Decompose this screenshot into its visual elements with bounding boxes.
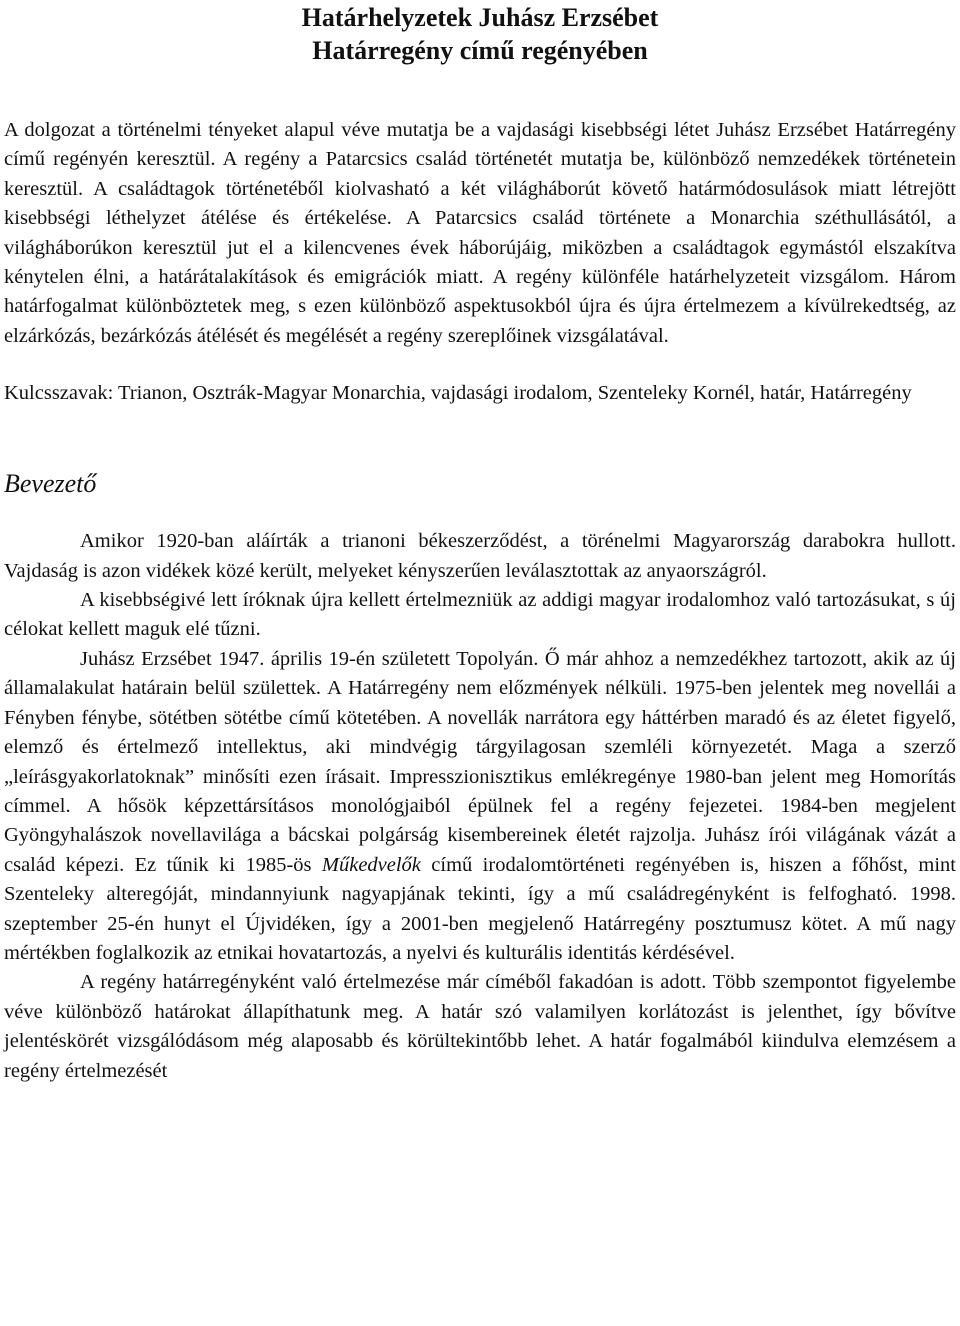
body-paragraph-1: Amikor 1920-ban aláírták a trianoni békeszerződést, a törénelmi Magyarország darabokra hullott. Vajdaság is azon vidékek közé került, melyeket kényszerűen leválasztottak az anyaországról. [4,530,956,582]
document-page [4,0,956,1086]
section-body [4,527,956,1086]
body-paragraph-3-part-2: című irodalomtörténeti regényében is, hiszen a főhőst, mint Szenteleky alteregóját, mindannyiunk nagyapjának tekinti, így a mű családregényként is felfogható. 1998. szeptember 25-én hunyt el Újvidéken, így a 2001-ben megjelenő Határregény posztumusz kötet. A mű nagy mértékben foglalkozik az etnikai hovatartozás, a nyelvi és kulturális identitás kérdésével. [4,853,956,964]
abstract: A dolgozat a történelmi tényeket alapul véve mutatja be a vajdasági kisebbségi létet Juhász Erzsébet Határregény című regényén keresztül. A regény a Patarcsics család történetét mutatja be, különböző nemzedékek történetein keresztül. A családtagok történetéből kiolvasható a két világháborút követő határmódosulások miatt létrejött kisebbségi léthelyzet átélése és értékelése. A Patarcsics család története a Monarchia széthullásától, a világháborúkon keresztül jut el a kilencvenes évek háborújáig, miközben a családtagok egymástól elszakítva kénytelen élni, a határátalakítások és emigrációk miatt. A regény különféle határhelyzeteit vizsgálom. Három határfogalmat különböztetek meg, s ezen különböző aspektusokból újra és újra értelmezem a kívülrekedtség, az elzárkózás, bezárkózás átélését és megélését a regény szereplőinek vizsgálatával. [4,119,956,347]
title-line-1: Határhelyzetek Juhász Erzsébet [301,3,659,32]
section-heading: Bevezető [4,469,97,499]
paper-title [4,1,956,67]
title-line-2: Határregény című regényében [312,36,648,65]
body-paragraph-4: A regény határregényként való értelmezése már címéből fakadóan is adott. Több szempontot figyelembe véve különböző határokat állapíthatunk meg. A határ szó valamilyen korlátozást is jelenthet, így bővítve jelentéskörét vizsgálódásom még alaposabb és körültekintőbb lehet. A határ fogalmából kiindulva elemzésem a regény értelmezését [4,971,956,1082]
keywords: Kulcsszavak: Trianon, Osztrák-Magyar Monarchia, vajdasági irodalom, Szenteleky Kornél, határ, Határregény [4,382,912,405]
body-paragraph-2: A kisebbségivé lett íróknak újra kellett értelmezniük az addigi magyar irodalomhoz való tartozásukat, s új célokat kellett maguk elé tűzni. [4,589,956,641]
body-paragraph-3-book-title: Műkedvelők [321,853,421,876]
body-paragraph-3 [4,645,956,968]
body-paragraph-3-part-1: Juhász Erzsébet 1947. április 19-én született Topolyán. Ő már ahhoz a nemzedékhez tartozott, akik az új államalakulat határain belül születtek. A Határregény nem előzmények nélküli. 1975-ben jelentek meg novellái a Fényben fénybe, sötétben sötétbe című kötetében. A novellák narrátora egy háttérben maradó és az életet figyelő, elemző és értelmező intellektus, aki mindvégig tárgyilagosan szemléli környezetét. Maga a szerző „leírásgyakorlatoknak” minősíti ezen írásait. Impresszionisztikus emlékregénye 1980-ban jelent meg Homorítás címmel. A hősök képzettársításos monológjaiból épülnek fel a regény fejezetei. 1984-ben megjelent Gyöngyhalászok novellavilága a bácskai polgárság kisembereinek életét rajzolja. Juhász írói világának vázát a család képezi. Ez tűnik ki 1985-ös [4,647,956,876]
